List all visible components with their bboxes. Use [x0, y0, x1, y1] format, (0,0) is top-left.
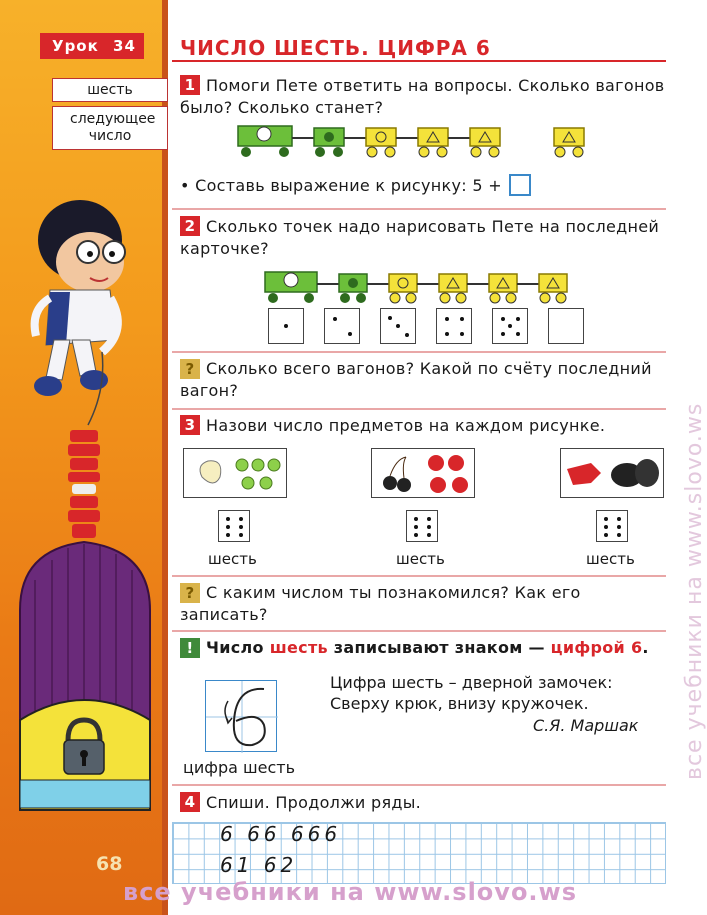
rule-part-3: .: [642, 638, 649, 657]
rule-part-1: Число: [206, 638, 270, 657]
dot-card-empty[interactable]: [548, 308, 584, 344]
task-number-badge: 1: [180, 75, 200, 95]
dot-card-3: [380, 308, 416, 344]
vocab-next-number: [52, 106, 168, 150]
vocab-word-six: шесть: [52, 78, 168, 102]
word-six: шесть: [208, 550, 257, 568]
section-divider: [172, 630, 666, 632]
digit-caption: цифра шесть: [183, 758, 296, 777]
page-number: 68: [96, 853, 123, 875]
train-five-wagons: [238, 122, 588, 160]
lesson-label: Урок: [52, 37, 99, 55]
lesson-tag: [40, 33, 144, 59]
section-divider: [172, 208, 666, 210]
question-2-text: С каким числом ты познакомился? Как его записать?: [180, 583, 581, 624]
lesson-number: 34: [113, 37, 136, 55]
rule-highlight-six: шесть: [269, 638, 328, 657]
task-1: [180, 75, 670, 119]
task-number-badge: 3: [180, 415, 200, 435]
task-number-badge: 2: [180, 216, 200, 236]
word-six: шесть: [396, 550, 445, 568]
task-3: [180, 415, 670, 437]
poem: [330, 672, 613, 714]
section-divider: [172, 575, 666, 577]
train-six-wagons: [265, 268, 585, 304]
copy-row-1: 6 66 666: [220, 822, 342, 846]
dot-card-5: [492, 308, 528, 344]
picture-cherries: [371, 448, 475, 498]
digit-six-writing-box: [205, 680, 277, 752]
section-divider: [172, 351, 666, 353]
poem-author: С.Я. Маршак: [533, 716, 639, 735]
expression-prompt: • Составь выражение к рисунку:: [180, 176, 467, 195]
dice-six: [218, 510, 250, 542]
page-title: ЧИСЛО ШЕСТЬ. ЦИФРА 6: [180, 36, 491, 60]
rule-statement: [180, 637, 670, 659]
picture-pears: [183, 448, 287, 498]
task-4-text: Спиши. Продолжи ряды.: [206, 793, 422, 812]
question-icon: ?: [180, 583, 200, 603]
dot-card-2: [324, 308, 360, 344]
question-1-text: Сколько всего вагонов? Какой по счёту последний вагон?: [180, 359, 652, 400]
rule-part-2: записывают знаком —: [327, 638, 551, 657]
watermark-side: [682, 120, 707, 780]
dice-six: [406, 510, 438, 542]
question-1: [180, 358, 670, 402]
task-2-text: Сколько точек надо нарисовать Пете на последней карточке?: [180, 217, 660, 258]
section-divider: [172, 408, 666, 410]
watermark-side-text: все учебники на www.slovo.ws: [682, 402, 707, 780]
task-4: [180, 792, 670, 814]
task-number-badge: 4: [180, 792, 200, 812]
poem-line-1: Цифра шесть – дверной замочек:: [330, 673, 613, 692]
expression-value: 5 +: [472, 176, 502, 195]
rule-highlight-digit: цифрой 6: [550, 638, 643, 657]
question-icon: ?: [180, 359, 200, 379]
dot-card-4: [436, 308, 472, 344]
dot-card-1: [268, 308, 304, 344]
title-underline: [172, 60, 666, 62]
task-3-text: Назови число предметов на каждом рисунке.: [206, 416, 606, 435]
question-2: [180, 582, 670, 626]
word-six: шесть: [586, 550, 635, 568]
task-1-text: Помоги Пете ответить на вопросы. Сколько вагонов было? Сколько станет?: [180, 76, 665, 117]
picture-peppers: [560, 448, 664, 498]
vocab-next-number-text: следующее число: [70, 111, 156, 144]
copy-row-2: 61 62: [220, 853, 298, 877]
answer-box[interactable]: [509, 174, 531, 196]
section-divider: [172, 784, 666, 786]
boy-illustration: [10, 180, 160, 820]
rule-icon: !: [180, 638, 200, 658]
dice-six: [596, 510, 628, 542]
poem-line-2: Сверху крюк, внизу кружочек.: [330, 694, 589, 713]
watermark-bottom: все учебники на www.slovo.ws: [123, 878, 577, 906]
task-2: [180, 216, 670, 260]
task-1-expression: [180, 174, 670, 197]
